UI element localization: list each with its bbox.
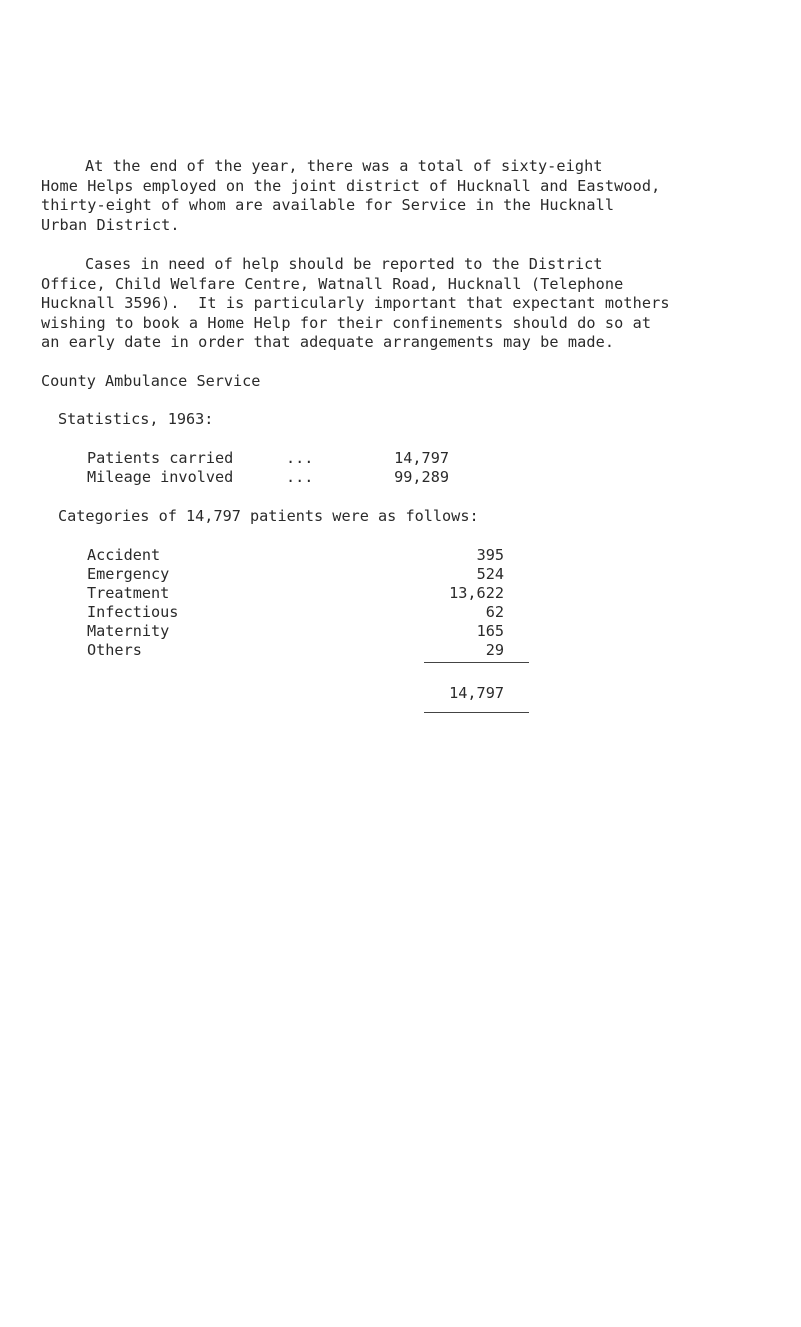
paragraph-line: At the end of the year, there was a total of sixty-eight (85, 157, 603, 175)
category-value: 165 (476, 622, 504, 640)
paragraph-line: wishing to book a Home Help for their confinements should do so at (41, 313, 652, 332)
category-value: 62 (485, 603, 504, 621)
stat-dots: ... (286, 449, 314, 467)
category-value: 395 (476, 546, 504, 564)
stat-value: 14,797 (394, 449, 449, 467)
paragraph-line: Urban District. (41, 215, 180, 234)
category-label: Treatment (87, 584, 170, 602)
category-label: Infectious (87, 603, 179, 621)
category-label: Accident (87, 546, 161, 564)
paragraph-line: an early date in order that adequate arrangements may be made. (41, 333, 615, 351)
ambulance-heading: County Ambulance Service (41, 372, 261, 390)
subtotal-rule (424, 662, 529, 663)
categories-heading: Categories of 14,797 patients were as follows: (58, 507, 479, 525)
paragraph-line: thirty-eight of whom are available for Service in the Hucknall (41, 196, 615, 214)
paragraph-line: Hucknall 3596). It is particularly important that expectant mothers (41, 294, 670, 312)
stat-label: Mileage involved (87, 468, 234, 486)
stat-label: Patients carried (87, 449, 234, 467)
stat-value: 99,289 (394, 468, 449, 486)
category-value: 13,622 (449, 584, 504, 602)
category-total: 14,797 (449, 684, 504, 702)
category-label: Maternity (87, 622, 170, 640)
category-label: Others (87, 641, 142, 659)
total-rule (424, 712, 529, 713)
paragraph-line: Cases in need of help should be reported to the District (85, 255, 603, 273)
category-label: Emergency (87, 565, 170, 583)
statistics-heading: Statistics, 1963: (58, 410, 214, 428)
category-value: 29 (485, 641, 504, 659)
paragraph-line: Office, Child Welfare Centre, Watnall Road, Hucknall (Telephone (41, 274, 624, 293)
home-help-paragraph (41, 157, 781, 235)
stat-dots: ... (286, 468, 314, 486)
paragraph-line: Home Helps employed on the joint district of Hucknall and Eastwood, (41, 176, 661, 195)
category-value: 524 (476, 565, 504, 583)
cases-paragraph (41, 255, 781, 353)
